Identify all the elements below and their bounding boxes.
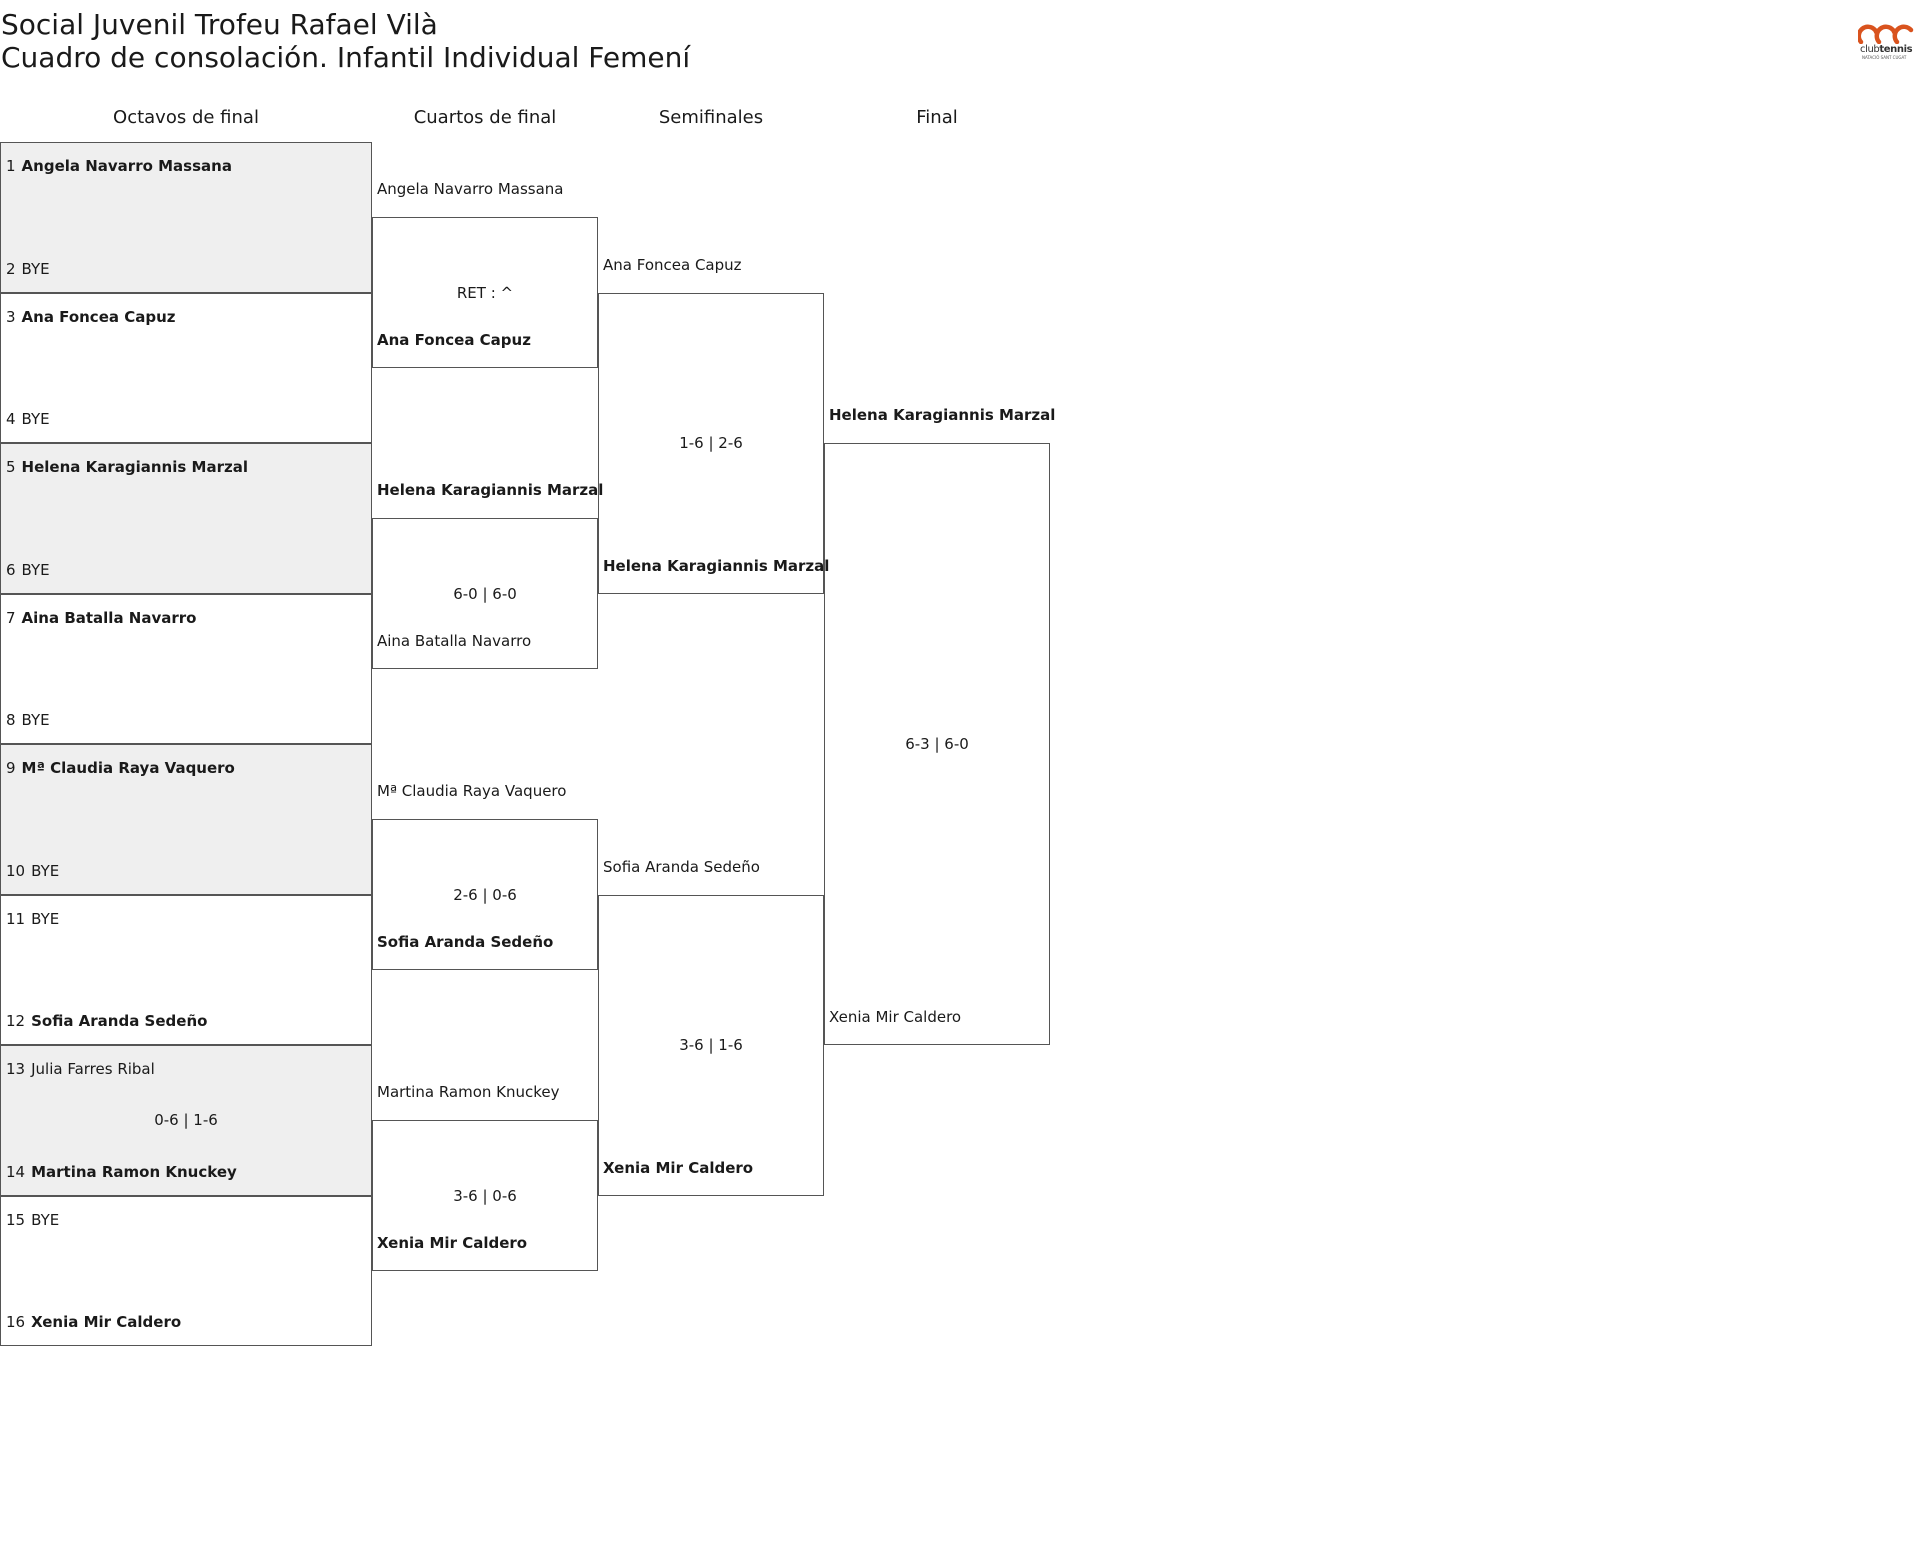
page-title: Social Juvenil Trofeu Rafael Vilà xyxy=(1,8,438,41)
player-name: Angela Navarro Massana xyxy=(21,157,232,175)
seed-number: 8 xyxy=(6,711,16,729)
club-logo xyxy=(1858,24,1916,60)
semis-player[interactable] xyxy=(603,255,742,275)
cuartos-player[interactable] xyxy=(377,631,531,651)
octavos-player[interactable] xyxy=(6,861,59,881)
semis-match-score: 3-6 | 1-6 xyxy=(679,1036,743,1054)
final-player[interactable] xyxy=(829,405,1055,425)
octavos-player[interactable] xyxy=(6,409,50,429)
club-logo-wordmark: clubtennis xyxy=(1860,44,1913,55)
round-header-cuartos: Cuartos de final xyxy=(413,107,557,128)
player-name: Xenia Mir Caldero xyxy=(603,1158,754,1177)
seed-number: 5 xyxy=(6,458,16,476)
semis-player[interactable] xyxy=(603,1158,753,1178)
player-name: BYE xyxy=(21,259,50,278)
octavos-player[interactable] xyxy=(6,560,50,580)
player-name: Helena Karagiannis Marzal xyxy=(603,556,830,575)
cuartos-player[interactable] xyxy=(377,781,566,801)
player-name: BYE xyxy=(31,909,60,928)
octavos-player[interactable] xyxy=(6,758,235,778)
round-header-octavos: Octavos de final xyxy=(113,107,259,128)
player-name: Martina Ramon Knuckey xyxy=(31,1162,237,1181)
player-name: Julia Farres Ribal xyxy=(31,1060,155,1078)
octavos-player[interactable] xyxy=(6,1011,207,1031)
final-match-score: 6-3 | 6-0 xyxy=(905,735,969,753)
player-name: Ana Foncea Capuz xyxy=(377,330,531,349)
seed-number: 4 xyxy=(6,410,16,428)
seed-number: 13 xyxy=(6,1060,26,1078)
octavos-player[interactable] xyxy=(6,457,248,477)
seed-number: 16 xyxy=(6,1313,26,1331)
octavos-player[interactable] xyxy=(6,1162,237,1182)
seed-number: 11 xyxy=(6,909,26,928)
round-header-final: Final xyxy=(916,107,958,128)
player-name: Xenia Mir Caldero xyxy=(829,1008,962,1026)
cuartos-player[interactable] xyxy=(377,1082,560,1102)
octavos-player[interactable] xyxy=(6,1210,59,1230)
player-name: Aina Batalla Navarro xyxy=(377,631,532,650)
cuartos-match-score: 2-6 | 0-6 xyxy=(453,885,517,904)
player-name: Mª Claudia Raya Vaquero xyxy=(21,759,235,777)
semis-match-score: 1-6 | 2-6 xyxy=(679,434,743,452)
seed-number: 7 xyxy=(6,608,16,627)
cuartos-player[interactable] xyxy=(377,932,553,952)
player-name: Sofia Aranda Sedeño xyxy=(603,857,760,876)
player-name: Angela Navarro Massana xyxy=(377,180,564,199)
player-name: Sofia Aranda Sedeño xyxy=(377,932,554,951)
seed-number: 6 xyxy=(6,560,16,579)
player-name: Helena Karagiannis Marzal xyxy=(21,458,248,476)
seed-number: 10 xyxy=(6,861,26,880)
cuartos-player[interactable] xyxy=(377,179,563,199)
cuartos-player[interactable] xyxy=(377,480,603,500)
cuartos-match-score: RET : ^ xyxy=(456,283,514,302)
octavos-player[interactable] xyxy=(6,909,59,929)
seed-number: 15 xyxy=(6,1210,26,1229)
semis-player[interactable] xyxy=(603,556,829,576)
club-logo-mark-icon xyxy=(1858,24,1914,44)
octavos-player[interactable] xyxy=(6,1312,181,1332)
semis-player[interactable] xyxy=(603,857,760,877)
seed-number: 9 xyxy=(6,759,16,777)
player-name: BYE xyxy=(21,560,50,579)
player-name: BYE xyxy=(21,711,50,729)
cuartos-match-score: 6-0 | 6-0 xyxy=(453,584,517,603)
octavos-player[interactable] xyxy=(6,710,50,730)
seed-number: 12 xyxy=(6,1012,26,1030)
seed-number: 1 xyxy=(6,157,16,175)
page-subtitle: Cuadro de consolación. Infantil Individual Femení xyxy=(1,41,691,74)
player-name: Xenia Mir Caldero xyxy=(377,1233,528,1252)
player-name: Mª Claudia Raya Vaquero xyxy=(377,782,567,801)
octavos-player[interactable] xyxy=(6,1059,155,1079)
player-name: Aina Batalla Navarro xyxy=(21,608,197,627)
cuartos-player[interactable] xyxy=(377,330,531,350)
cuartos-player[interactable] xyxy=(377,1233,527,1253)
octavos-match-score: 0-6 | 1-6 xyxy=(154,1111,218,1130)
player-name: Helena Karagiannis Marzal xyxy=(377,481,604,500)
player-name: BYE xyxy=(21,410,50,428)
octavos-player[interactable] xyxy=(6,156,232,176)
player-name: Ana Foncea Capuz xyxy=(603,255,742,274)
player-name: Martina Ramon Knuckey xyxy=(377,1083,560,1102)
player-name: Ana Foncea Capuz xyxy=(21,307,176,326)
player-name: BYE xyxy=(31,861,60,880)
octavos-player[interactable] xyxy=(6,608,196,628)
octavos-player[interactable] xyxy=(6,259,50,279)
player-name: Sofia Aranda Sedeño xyxy=(31,1012,208,1030)
cuartos-match-score: 3-6 | 0-6 xyxy=(453,1186,517,1205)
player-name: Helena Karagiannis Marzal xyxy=(829,406,1056,424)
player-name: Xenia Mir Caldero xyxy=(31,1313,182,1331)
seed-number: 3 xyxy=(6,307,16,326)
seed-number: 14 xyxy=(6,1162,26,1181)
round-header-semifinales: Semifinales xyxy=(658,107,764,128)
club-logo-tagline: NATACIÓ SANT CUGAT xyxy=(1862,55,1907,60)
octavos-player[interactable] xyxy=(6,307,176,327)
seed-number: 2 xyxy=(6,259,16,278)
player-name: BYE xyxy=(31,1210,60,1229)
final-player[interactable] xyxy=(829,1007,961,1027)
